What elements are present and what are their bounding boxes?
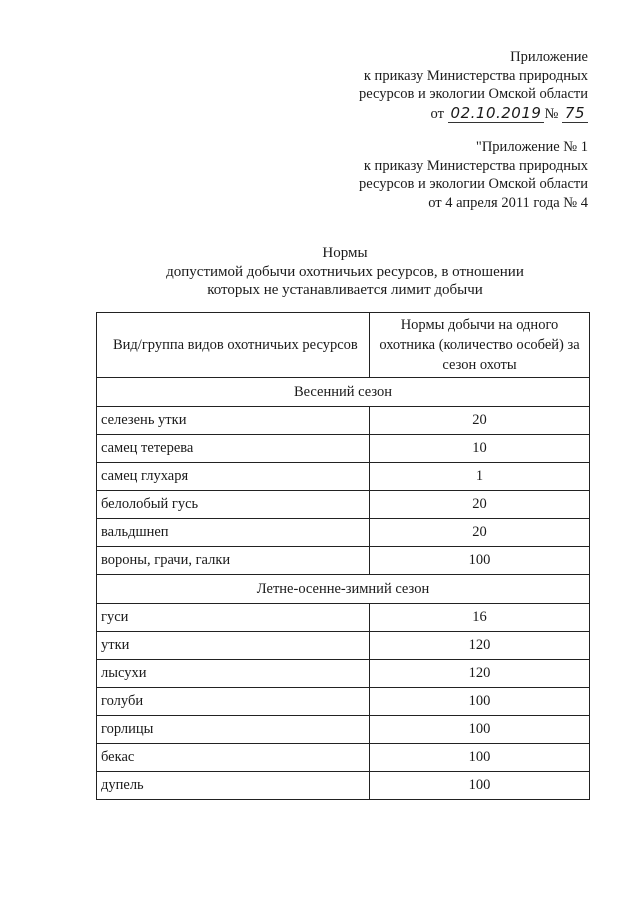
title-line-3: которых не устанавливается лимит добычи — [207, 282, 483, 298]
title-line-1: Нормы — [322, 245, 368, 261]
table-row — [97, 604, 590, 632]
table-row — [97, 660, 590, 688]
species-cell: вороны, грачи, галки — [97, 547, 370, 575]
species-cell: утки — [97, 632, 370, 660]
handwritten-date: 02.10.2019 — [448, 104, 545, 123]
season-section-row — [97, 378, 590, 407]
number-label: № — [544, 105, 559, 122]
handwritten-number: 75 — [562, 104, 588, 123]
norm-cell: 100 — [370, 744, 590, 772]
order-ref-line: к приказу Министерства природных — [363, 67, 588, 84]
norm-cell: 100 — [370, 772, 590, 800]
species-cell: лысухи — [97, 660, 370, 688]
norm-column-header: Нормы добычи на одного охотника (количество особей) за сезон охоты — [370, 313, 590, 378]
season-name: Весенний сезон — [97, 378, 590, 407]
species-cell: самец тетерева — [97, 435, 370, 463]
table-row — [97, 688, 590, 716]
species-cell: гуси — [97, 604, 370, 632]
species-cell: голуби — [97, 688, 370, 716]
table-row — [97, 463, 590, 491]
document-title — [100, 244, 590, 300]
table-row — [97, 435, 590, 463]
species-cell: горлицы — [97, 716, 370, 744]
appendix-header — [359, 48, 588, 123]
table-row — [97, 716, 590, 744]
title-line-2: допустимой добычи охотничьих ресурсов, в отношении — [166, 263, 524, 280]
from-label: от — [430, 105, 444, 122]
norm-cell: 16 — [370, 604, 590, 632]
ministry-line: ресурсов и экологии Омской области — [359, 86, 588, 102]
species-cell: селезень утки — [97, 407, 370, 435]
species-cell: бекас — [97, 744, 370, 772]
species-cell: дупель — [97, 772, 370, 800]
table-row — [97, 632, 590, 660]
table-row — [97, 772, 590, 800]
original-order-ref-line: к приказу Министерства природных — [363, 157, 588, 174]
season-name: Летне-осенне-зимний сезон — [97, 575, 590, 604]
norm-cell: 20 — [370, 407, 590, 435]
species-cell: вальдшнеп — [97, 519, 370, 547]
original-appendix-label: "Приложение № 1 — [475, 139, 588, 155]
norm-cell: 120 — [370, 660, 590, 688]
norm-cell: 1 — [370, 463, 590, 491]
order-date-line — [359, 104, 588, 124]
table-row — [97, 744, 590, 772]
species-column-header: Вид/группа видов охотничьих ресурсов — [97, 313, 370, 378]
norm-cell: 100 — [370, 688, 590, 716]
table-header-row — [97, 313, 590, 378]
original-order-date-line: от 4 апреля 2011 года № 4 — [428, 194, 588, 211]
table-row — [97, 547, 590, 575]
season-section-row — [97, 575, 590, 604]
norm-cell: 120 — [370, 632, 590, 660]
original-appendix-header — [359, 138, 588, 212]
species-cell: самец глухаря — [97, 463, 370, 491]
hunting-norms-table — [96, 312, 590, 800]
appendix-label: Приложение — [510, 49, 588, 65]
norm-cell: 100 — [370, 716, 590, 744]
norm-cell: 10 — [370, 435, 590, 463]
norm-cell: 20 — [370, 491, 590, 519]
species-cell: белолобый гусь — [97, 491, 370, 519]
table-row — [97, 519, 590, 547]
table-row — [97, 491, 590, 519]
norm-cell: 20 — [370, 519, 590, 547]
norm-cell: 100 — [370, 547, 590, 575]
original-ministry-line: ресурсов и экологии Омской области — [359, 176, 588, 192]
table-row — [97, 407, 590, 435]
